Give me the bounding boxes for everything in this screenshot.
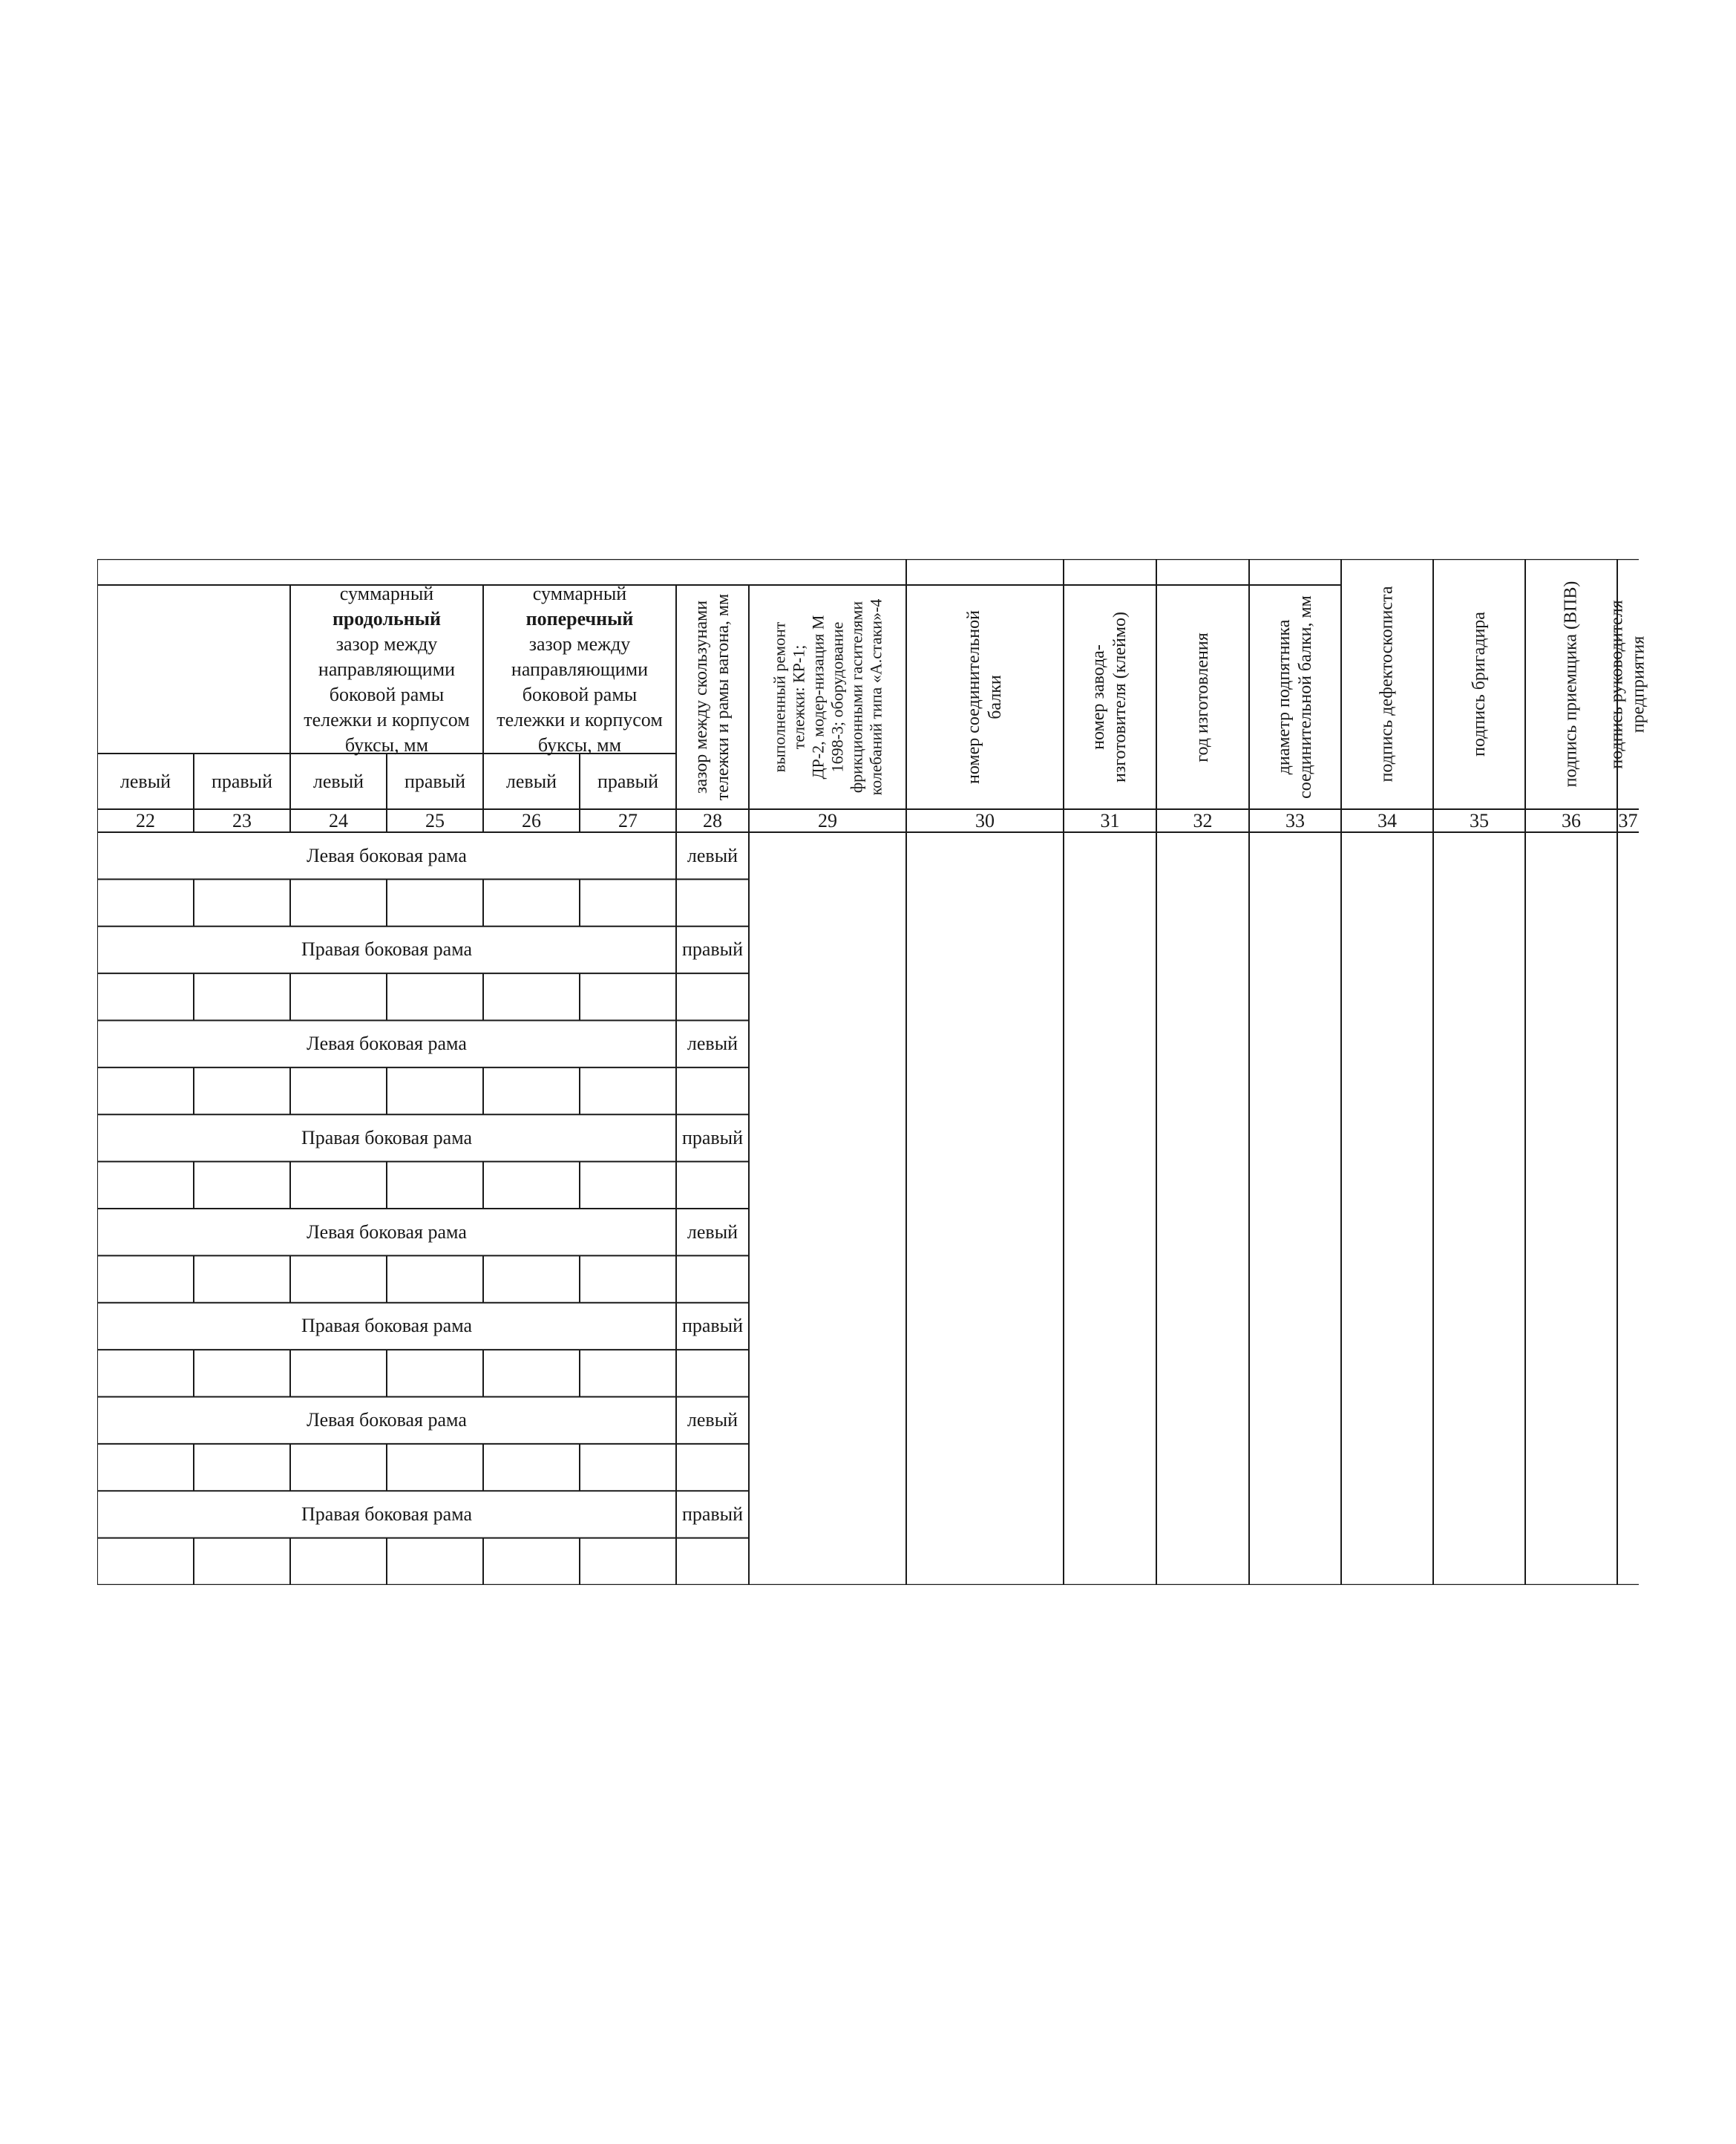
side-label: правый bbox=[681, 1503, 744, 1525]
column-number: 33 bbox=[1285, 809, 1305, 831]
header-repair-performed-text: выполненный ремонт тележки: КР-1; ДР-2, модер-низация М 1698-3; оборудование фрикционными гасителями колебаний типа «А.стаки»-4 bbox=[770, 598, 885, 796]
side-label: правый bbox=[681, 938, 744, 961]
header-left: левый bbox=[119, 770, 171, 792]
frame-label: Правая боковая рама bbox=[301, 1503, 473, 1525]
side-label: левый bbox=[687, 844, 738, 866]
side-label: левый bbox=[687, 1220, 738, 1243]
header-text-bold: поперечный bbox=[525, 607, 634, 630]
column-number: 34 bbox=[1378, 809, 1397, 831]
column-number: 31 bbox=[1100, 809, 1120, 831]
header-text-line: зазор между направляющими боковой рамы тележки и корпусом буксы, мм bbox=[304, 633, 470, 756]
header-right: правый bbox=[597, 770, 659, 792]
header-slider-gap-text: зазор между скользунами тележки и рамы вагона, мм bbox=[692, 593, 733, 801]
header-longitudinal-gap bbox=[290, 582, 483, 756]
frame-label: Левая боковая рама bbox=[307, 1220, 467, 1243]
column-number: 35 bbox=[1470, 809, 1489, 831]
group-title-connecting-beam bbox=[906, 559, 1341, 585]
column-number: 30 bbox=[975, 809, 995, 831]
column-number: 22 bbox=[136, 809, 155, 831]
header-text-line: суммарный bbox=[339, 582, 434, 604]
header-text-line: суммарный bbox=[532, 582, 627, 604]
side-label: правый bbox=[681, 1126, 744, 1148]
column-number: 36 bbox=[1562, 809, 1581, 831]
bogie-inspection-form-table bbox=[97, 559, 1648, 1585]
column-number: 26 bbox=[522, 809, 541, 831]
header-left: левый bbox=[505, 770, 557, 792]
header-text-line: зазор между направляющими боковой рамы тележки и корпусом буксы, мм bbox=[497, 633, 663, 756]
header-signature-manager bbox=[1607, 559, 1648, 809]
header-text-bold: продольный bbox=[332, 607, 442, 630]
header-wedge-rise bbox=[97, 585, 290, 754]
header-right: правый bbox=[211, 770, 273, 792]
header-signature-flaw-detector bbox=[1341, 559, 1433, 809]
header-transverse-gap-text bbox=[488, 581, 672, 758]
side-label: правый bbox=[681, 1315, 744, 1337]
header-center-plate-diameter bbox=[1249, 585, 1341, 809]
header-slider-gap bbox=[676, 585, 749, 809]
column-number: 32 bbox=[1193, 809, 1213, 831]
frame-label: Левая боковая рама bbox=[307, 844, 467, 866]
frame-label: Правая боковая рама bbox=[301, 938, 473, 961]
header-manufacturer-number-text: номер завода- изготовителя (клеймо) bbox=[1089, 611, 1130, 783]
header-signature-foreman-text: подпись бригадира bbox=[1469, 612, 1489, 756]
column-number: 25 bbox=[425, 809, 445, 831]
frame-label: Левая боковая рама bbox=[307, 1033, 467, 1055]
frame-label: Правая боковая рама bbox=[301, 1126, 473, 1148]
header-beam-number bbox=[906, 585, 1064, 809]
header-year-manufactured-text: год изготовления bbox=[1193, 632, 1212, 762]
header-signature-inspector-text: подпись приемщика (ВПВ) bbox=[1561, 581, 1581, 788]
header-signature-flaw-detector-text: подпись дефектоскописта bbox=[1377, 586, 1397, 782]
header-manufacturer-number bbox=[1064, 585, 1156, 809]
column-number: 24 bbox=[329, 809, 348, 831]
header-year-manufactured bbox=[1156, 585, 1249, 809]
column-number: 29 bbox=[818, 809, 837, 831]
column-number: 37 bbox=[1618, 809, 1638, 831]
side-label: левый bbox=[687, 1409, 738, 1431]
header-center-plate-diameter-text: диаметр подпятника соединительной балки, мм bbox=[1274, 595, 1316, 799]
side-label: левый bbox=[687, 1033, 738, 1055]
header-signature-inspector bbox=[1525, 559, 1617, 809]
header-repair-performed bbox=[749, 585, 906, 809]
frame-label: Левая боковая рама bbox=[307, 1409, 467, 1431]
header-left: левый bbox=[312, 770, 364, 792]
header-right: правый bbox=[404, 770, 466, 792]
column-number: 23 bbox=[232, 809, 252, 831]
column-number: 28 bbox=[703, 809, 722, 831]
header-longitudinal-gap-text bbox=[295, 581, 479, 758]
column-number: 27 bbox=[618, 809, 638, 831]
header-signature-manager-text: подпись руководителя предприятия bbox=[1607, 599, 1648, 769]
header-signature-foreman bbox=[1433, 559, 1525, 809]
header-beam-number-text: номер соединительной балки bbox=[964, 610, 1005, 784]
header-transverse-gap bbox=[483, 582, 676, 756]
frame-label: Правая боковая рама bbox=[301, 1315, 473, 1337]
